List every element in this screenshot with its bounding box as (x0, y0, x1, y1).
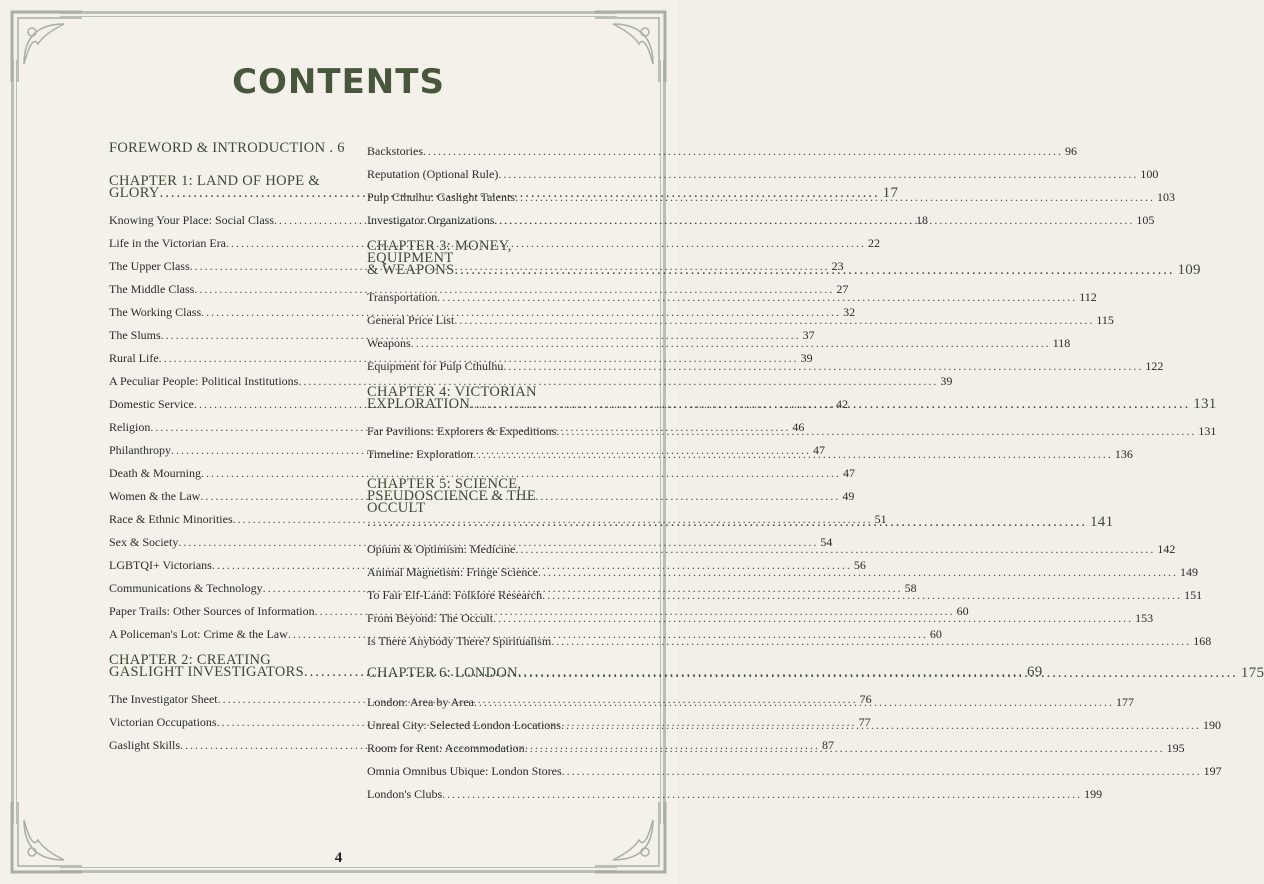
toc-entry-leader (538, 561, 1178, 584)
toc-entry-page: 47 (843, 466, 855, 480)
toc-entry[interactable] (367, 783, 1103, 806)
toc-entry-leader (515, 538, 1155, 561)
toc-entry-leader (542, 584, 1182, 607)
toc-entry-page: 58 (904, 581, 917, 595)
foreword-page: 6 (337, 140, 345, 156)
frame-border-top-inner (60, 16, 617, 17)
frame-border-left-inner (16, 60, 17, 824)
toc-entry-title: Backstories (367, 144, 423, 158)
corner-ornament-bottom-right (593, 800, 673, 880)
toc-entry-title: Weapons (367, 336, 411, 350)
chapter-5-line2: PSEUDOSCIENCE & THE OCCULT (367, 488, 536, 516)
toc-entry-title: Omnia Omnibus Ubique: London Stores (367, 764, 562, 778)
toc-entry-title: LGBTQI+ Victorians (109, 558, 212, 572)
toc-entry[interactable] (109, 508, 887, 531)
toc-entry-page: 177 (1115, 695, 1134, 709)
toc-entry-page: 153 (1135, 611, 1154, 625)
toc-entry-leader (411, 332, 1051, 355)
toc-entry-title: Pulp Cthulhu: Gaslight Talents (367, 190, 515, 204)
toc-entry-page: 103 (1156, 190, 1175, 204)
frame-border-left (11, 60, 14, 824)
toc-entry-page: 23 (831, 259, 844, 273)
toc-entry-page: 60 (929, 627, 942, 641)
toc-entry-page: 199 (1084, 787, 1103, 801)
chapter-3-page: 109 (1177, 262, 1201, 278)
frame-border-top (60, 11, 617, 14)
toc-entry-page: 190 (1202, 718, 1221, 732)
toc-entry-title: Far Pavilions: Explorers & Expeditions (367, 424, 557, 438)
toc-entry-leader (498, 163, 1138, 186)
chapter-2-line2: GASLIGHT INVESTIGATORS (109, 664, 304, 680)
toc-entry-page: 87 (822, 738, 835, 752)
toc-entry-page: 136 (1114, 447, 1133, 461)
toc-entry-page: 46 (792, 420, 805, 434)
toc-entry-title: Death & Mourning (109, 466, 201, 480)
toc-entry-leader (437, 286, 1077, 309)
toc-entry-title: The Working Class (109, 305, 202, 319)
toc-entry-title: London: Area by Area (367, 695, 474, 709)
corner-ornament-bottom-left (4, 800, 84, 880)
toc-entry-page: 151 (1184, 588, 1203, 602)
toc-entry-title: Paper Trails: Other Sources of Information (109, 604, 315, 618)
toc-entry-leader (525, 737, 1165, 760)
chapter-4-line2: EXPLORATION (367, 396, 471, 412)
toc-entry-title: From Beyond: The Occult (367, 611, 494, 625)
foreword-title: FOREWORD & INTRODUCTION (109, 140, 326, 156)
toc-entry-page: 122 (1145, 359, 1164, 373)
toc-entry-title: Knowing Your Place: Social Class (109, 213, 274, 227)
toc-entry-leader (454, 309, 1094, 332)
toc-entry-page: 54 (820, 535, 833, 549)
toc-entry-title: Life in the Victorian Era (109, 236, 227, 250)
toc-entry-title: Room for Rent: Accommodation (367, 741, 525, 755)
frame-border-bottom (60, 870, 617, 873)
chapter-4-line1: CHAPTER 4: VICTORIAN (367, 384, 537, 400)
toc-entry[interactable] (367, 140, 1077, 163)
toc-entry-page: 39 (940, 374, 953, 388)
toc-entry-title: Rural Life (109, 351, 159, 365)
toc-entry-title: Religion (109, 420, 151, 434)
toc-entry-page: 22 (868, 236, 881, 250)
toc-entry-page: 39 (800, 351, 813, 365)
toc-entry-page: 49 (842, 489, 855, 503)
chapter-3-line1: CHAPTER 3: MONEY, EQUIPMENT (367, 238, 512, 266)
chapter-4-page: 131 (1193, 396, 1217, 412)
toc-entry-page: 112 (1079, 290, 1097, 304)
page-title: CONTENTS (232, 62, 445, 102)
toc-entry-title: Philanthropy (109, 443, 171, 457)
toc-entry-page: 51 (874, 512, 887, 526)
toc-entry-page: 77 (858, 715, 871, 729)
chapter-1-page: 17 (882, 185, 899, 201)
chapter-2-line1: CHAPTER 2: CREATING (109, 652, 271, 668)
toc-entry-title: The Slums (109, 328, 161, 342)
toc-entry-title: The Middle Class (109, 282, 195, 296)
toc-entry[interactable] (367, 163, 1159, 186)
toc-entry-page: 76 (859, 692, 872, 706)
chapter-1-line2: GLORY (109, 185, 160, 201)
toc-entry-page: 27 (836, 282, 849, 296)
toc-entry-page: 56 (853, 558, 866, 572)
chapter-6-page: 175 (1240, 665, 1264, 681)
toc-entry-title: Gaslight Skills (109, 738, 181, 752)
toc-entry-title: Is There Anybody There? Spiritualism (367, 634, 552, 648)
toc-entry[interactable] (367, 760, 1222, 783)
chapter-5-page: 141 (1090, 514, 1114, 530)
toc-entry-title: London's Clubs (367, 787, 443, 801)
toc-entry-leader (503, 355, 1143, 378)
toc-entry-title: A Peculiar People: Political Institutions (109, 374, 299, 388)
toc-entry-leader (494, 209, 1134, 232)
toc-entry-title: Transportation (367, 290, 438, 304)
toc-entry-title: Victorian Occupations (109, 715, 217, 729)
toc-entry-page: 118 (1052, 336, 1071, 350)
toc-entry-title: A Policeman's Lot: Crime & the Law (109, 627, 288, 641)
toc-entry-title: Communications & Technology (109, 581, 263, 595)
toc-entry-page: 149 (1179, 565, 1198, 579)
toc-entry-page: 18 (916, 213, 928, 227)
toc-entry-title: Animal Magnetism: Fringe Science (367, 565, 538, 579)
toc-entry-title: Women & the Law (109, 489, 201, 503)
toc-entry-title: Equipment for Pulp Cthulhu (367, 359, 504, 373)
toc-entry-title: Investigator Organizations (367, 213, 495, 227)
frame-border-bottom-inner (60, 867, 617, 868)
chapter-5-line1: CHAPTER 5: SCIENCE, (367, 476, 522, 492)
toc-entry-page: 32 (843, 305, 856, 319)
toc-entry-leader (474, 691, 1114, 714)
toc-entry-title: To Fair Elf-Land: Folklore Research (367, 588, 543, 602)
toc-entry-title: The Upper Class (109, 259, 190, 273)
chapter-1-line1: CHAPTER 1: LAND OF HOPE & (109, 173, 320, 189)
toc-entry-title: Opium & Optimism: Medicine (367, 542, 516, 556)
toc-entry-page: 37 (802, 328, 815, 342)
toc-entry-page: 47 (813, 443, 825, 457)
toc-entry-title: General Price List (367, 313, 455, 327)
toc-entry-title: The Investigator Sheet (109, 692, 218, 706)
toc-entry-title: Race & Ethnic Minorities (109, 512, 233, 526)
toc-entry-leader (493, 607, 1133, 630)
toc-entry-title: Unreal City: Selected London Locations (367, 718, 561, 732)
toc-entry-page: 60 (956, 604, 969, 618)
toc-entry-page: 105 (1136, 213, 1155, 227)
foreword-heading[interactable]: FOREWORD & INTRODUCTION . 6 (109, 140, 345, 156)
toc-entry-page: 195 (1166, 741, 1185, 755)
toc-entry-leader (561, 714, 1201, 737)
toc-entry-title: Timeline: Exploration (367, 447, 473, 461)
toc-entry-page: 100 (1140, 167, 1159, 181)
toc-entry-title: Domestic Service (109, 397, 194, 411)
toc-entry-page: 115 (1096, 313, 1114, 327)
toc-entry-title: Sex & Society (109, 535, 179, 549)
toc-entry-page: 42 (835, 397, 848, 411)
toc-entry-leader (442, 783, 1082, 806)
toc-entry-leader (556, 420, 1196, 443)
toc-entry-page: 96 (1065, 144, 1077, 158)
chapter-2-page: 69 (1026, 664, 1043, 680)
toc-entry-leader (473, 443, 1113, 466)
toc-entry-leader (423, 140, 1063, 163)
page-number: 4 (334, 850, 343, 866)
chapter-3-line2: & WEAPONS (367, 262, 455, 278)
toc-entry-page: 168 (1193, 634, 1212, 648)
toc-entry-leader (562, 760, 1202, 783)
toc-entry-leader (515, 186, 1155, 209)
toc-entry-page: 131 (1198, 424, 1217, 438)
chapter-6-title: CHAPTER 6: LONDON (367, 665, 518, 681)
toc-entry-title: Reputation (Optional Rule) (367, 167, 499, 181)
toc-entry-page: 197 (1203, 764, 1222, 778)
toc-entry-leader (551, 630, 1191, 653)
toc-entry-page: 142 (1157, 542, 1176, 556)
